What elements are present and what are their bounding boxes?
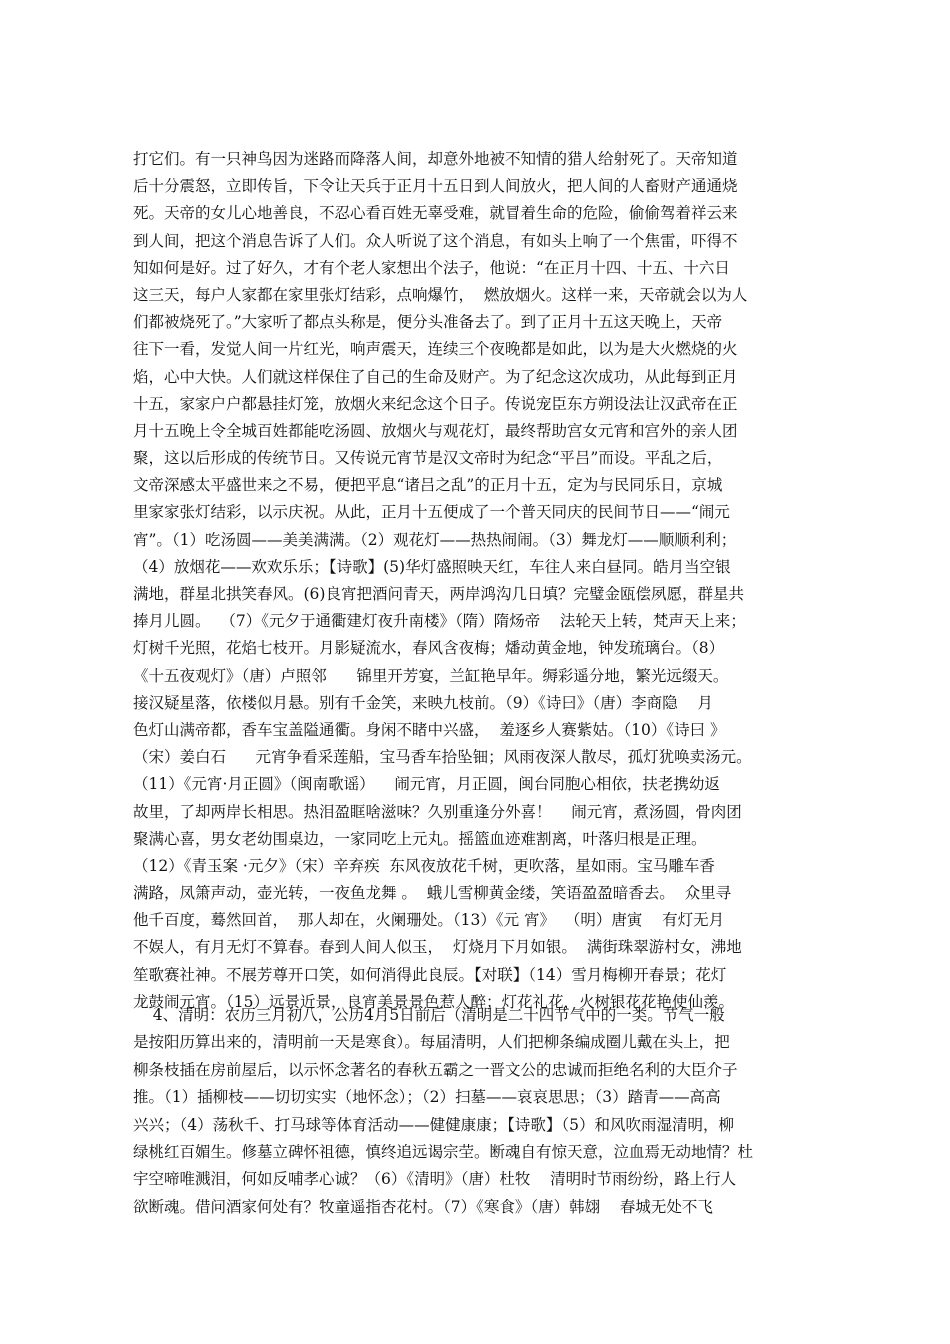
text-line: 这三天，每户人家都在家里张灯结彩，点响爆竹， 燃放烟火。这样一来，天帝就会以为人 bbox=[133, 285, 748, 304]
text-line: 宇空啼唯溅泪，何如反哺孝心诚？（6）《清明》（唐）杜牧 清明时节雨纷纷，路上行人 bbox=[133, 1170, 737, 1189]
paragraph-lantern-festival bbox=[133, 146, 823, 1016]
text-line: 文帝深感太平盛世来之不易，便把平息“诸吕之乱”的正月十五，定为与民同乐日，京城 bbox=[133, 476, 723, 495]
text-line: 聚满心喜，男女老幼围桌边，一家同吃上元丸。摇篮血迹难割离，叶落归根是正理。 bbox=[133, 829, 707, 848]
text-line: 《十五夜观灯》（唐）卢照邻 锦里开芳宴，兰缸艳早年。缛彩遥分地，繁光远缀天。 bbox=[133, 666, 729, 685]
text-line: 接汉疑星落，依楼似月悬。别有千金笑，来映九枝前。（9）《诗曰》（唐）李商隐 月 bbox=[133, 693, 713, 712]
text-line: 捧月儿圆。 （7）《元夕于通衢建灯夜升南楼》（隋）隋炀帝 法轮天上转，梵声天上来； bbox=[133, 612, 746, 631]
text-line: （宋）姜白石 元宵争看采莲船，宝马香车拾坠钿；风雨夜深人散尽，孤灯犹唤卖汤元。 bbox=[133, 748, 752, 767]
text-line: 兴兴；（4）荡秋千、打马球等体育活动——健健康康；【诗歌】（5）和风吹雨湿清明，柳 bbox=[133, 1115, 734, 1134]
text-line: 后十分震怒，立即传旨，下令让天兵于正月十五日到人间放火，把人间的人畜财产通通烧 bbox=[133, 177, 738, 196]
text-line: 宵”。（1）吃汤圆——美美满满。（2）观花灯——热热闹闹。（3）舞龙灯——顺顺利利； bbox=[133, 530, 737, 549]
text-line: 十五，家家户户都悬挂灯笼，放烟火来纪念这个日子。传说宠臣东方朔设法让汉武帝在正 bbox=[133, 394, 738, 413]
text-line: 知如何是好。过了好久，才有个老人家想出个法子，他说：“在正月十四、十五、十六日 bbox=[133, 258, 730, 277]
text-line: 欲断魂。借问酒家何处有？牧童遥指杏花村。（7）《寒食》（唐）韩翃 春城无处不飞 bbox=[133, 1197, 713, 1216]
text-line: 焰，心中大快。人们就这样保住了自己的生命及财产。为了纪念这次成功，从此每到正月 bbox=[133, 367, 738, 386]
text-line: 灯树千光照，花焰七枝开。月影疑流水，春风含夜梅；燔动黄金地，钟发琉璃台。（8） bbox=[133, 639, 725, 658]
text-line: 柳条枝插在房前屋后，以示怀念著名的春秋五霸之一晋文公的忠诚而拒绝名利的大臣介子 bbox=[133, 1060, 738, 1079]
text-line: 龙鼓闹元宵。（15）远景近景，良宵美景景色惹人醉；灯花礼花，火树银花花艳使仙羡。 bbox=[133, 992, 734, 1011]
text-line: 绿桃红百媚生。修墓立碑怀祖德，慎终追远谒宗茔。断魂自有惊天意，泣血焉无动地情？杜 bbox=[133, 1142, 754, 1161]
text-line: 笙歌赛社神。不展芳尊开口笑，如何消得此良辰。【对联】（14）雪月梅柳开春景；花灯 bbox=[133, 965, 727, 984]
text-line: 们都被烧死了。”大家听了都点头称是，便分头准备去了。到了正月十五这天晚上，天帝 bbox=[133, 313, 723, 332]
text-line: （4）放烟花——欢欢乐乐；【诗歌】(5)华灯盛照映天红，车往人来白昼同。皓月当空银 bbox=[133, 557, 731, 576]
text-line: 4、清明：农历三月初八，公历4月5日前后（清明是二十四节气中的一类。节气一般 bbox=[133, 1006, 725, 1024]
text-line: 是按阳历算出来的，清明前一天是寒食）。每届清明，人们把柳条编成圈儿戴在头上，把 bbox=[133, 1033, 730, 1052]
paragraph-qingming bbox=[133, 1002, 823, 1221]
text-line: 满地，群星北拱笑春风。(6)良宵把酒问青天，两岸鸿沟几日填？完璧金瓯偿夙愿，群星共 bbox=[133, 585, 744, 603]
text-line: 月十五晚上令全城百姓都能吃汤圆、放烟火与观花灯，最终帮助宫女元宵和宫外的亲人团 bbox=[133, 421, 738, 440]
text-line: 里家家张灯结彩，以示庆祝。从此，正月十五便成了一个普天同庆的民间节日——“闹元 bbox=[133, 503, 730, 522]
text-line: 不娱人，有月无灯不算春。春到人间人似玉， 灯烧月下月如银。 满街珠翠游村女，沸地 bbox=[133, 938, 742, 957]
text-line: 打它们。有一只神鸟因为迷路而降落人间，却意外地被不知情的猎人给射死了。天帝知道 bbox=[133, 150, 738, 168]
text-line: 推。（1）插柳枝——切切实实（地怀念）；（2）扫墓——哀哀思思；（3）踏青——高高 bbox=[133, 1088, 721, 1107]
text-line: 故里，了却两岸长相思。热泪盈眶啥滋味？久别重逢分外喜！ 闹元宵，煮汤圆，骨肉团 bbox=[133, 802, 742, 821]
text-line: 聚，这以后形成的传统节日。又传说元宵节是汉文帝时为纪念“平吕”而设。平乱之后， bbox=[133, 449, 723, 468]
text-line: 他千百度，蓦然回首， 那人却在，火阑珊处。（13）《元 宵》 （明）唐寅 有灯无月 bbox=[133, 911, 725, 930]
text-line: 色灯山满帝都，香车宝盖隘通衢。身闲不睹中兴盛， 羞逐乡人赛紫姑。（10）《诗曰 》 bbox=[133, 720, 726, 739]
text-line: 满路，凤箫声动，壶光转，一夜鱼龙舞 。 蛾儿雪柳黄金缕，笑语盈盈暗香去。 众里寻 bbox=[133, 884, 732, 903]
text-line: 往下一看，发觉人间一片红光，响声震天，连续三个夜晚都是如此，以为是大火燃烧的火 bbox=[133, 340, 738, 359]
text-line: （12）《青玉案 ·元夕》（宋）辛弃疾 东风夜放花千树，更吹落，星如雨。宝马雕车香 bbox=[133, 856, 715, 875]
text-line: 死。天帝的女儿心地善良，不忍心看百姓无辜受难，就冒着生命的危险，偷偷驾着祥云来 bbox=[133, 204, 738, 223]
text-line: （11）《元宵·月正圆》（闽南歌谣） 闹元宵，月正圆，闽台同胞心相依，扶老携幼返 bbox=[133, 775, 720, 794]
text-line: 到人间，把这个消息告诉了人们。众人听说了这个消息，有如头上响了一个焦雷，吓得不 bbox=[133, 231, 738, 250]
